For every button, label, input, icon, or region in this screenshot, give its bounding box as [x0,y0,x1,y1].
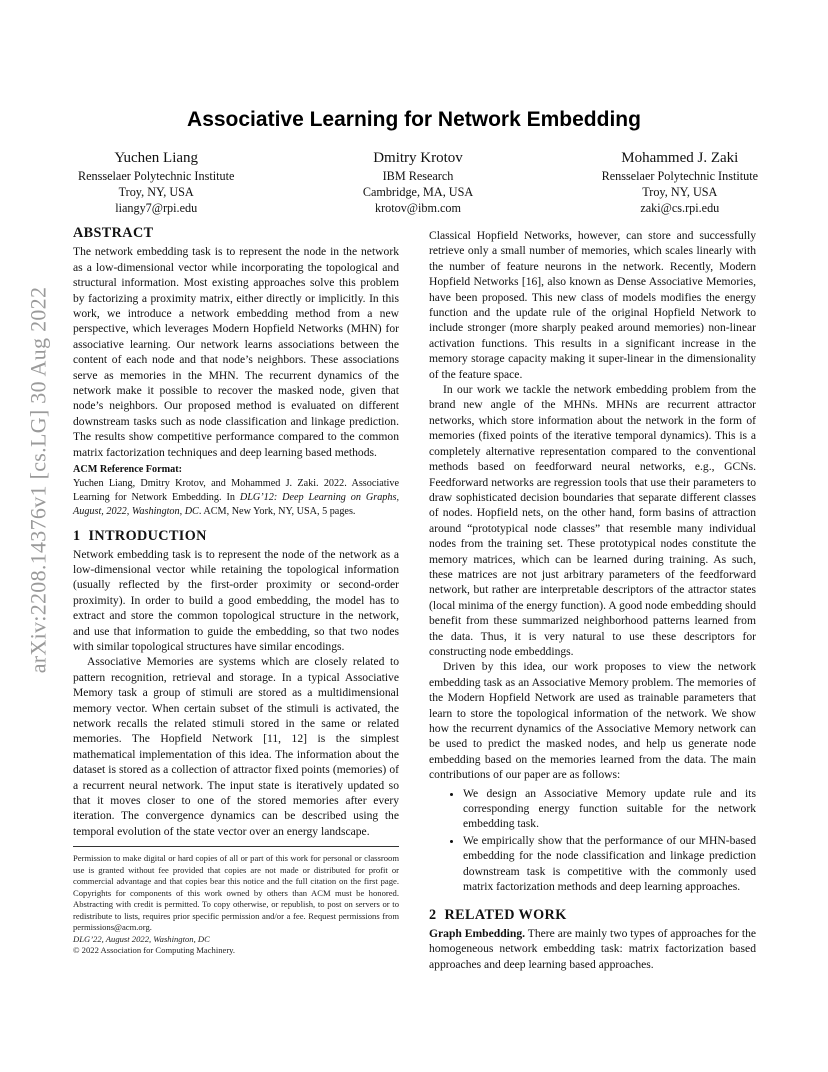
acm-reference-venue: DLG’12: Deep Learning on Graphs, August, 2022, Washington, DC [73,492,400,518]
author-1 [78,148,234,216]
section-title: INTRODUCTION [88,528,207,545]
intro-paragraph: Driven by this idea, our work proposes to view the network embedding task as an Associative Memory problem. The memories of the Modern Hopfield Network are used as trainable parameters that learn to store the topological information of the network. We show how the recurrent dynamics of the Associative Memory network can be used to predict the masked nodes, and help us generate node embedding based on the memories learned from the data. The main contributions of our paper are as follows: [429,660,756,782]
runin-heading: Graph Embedding. [429,926,526,940]
related-work-paragraph [429,926,756,972]
abstract-heading: ABSTRACT [73,225,154,241]
contribution-item: • We design an Associative Memory update rule and its corresponding energy function suitable for the network embedding task. [463,786,756,832]
section-number: 1 [73,528,81,545]
section-number: 2 [429,907,437,924]
permission-notice: Permission to make digital or hard copies of all or part of this work for personal or classroom use is granted without fee provided that copies are not made or distributed for profit or commercial advantage and that copies bear this notice and the full citation on the first page. Copyrights for components of this work owned by others than ACM must be honored. Abstracting with credit is permitted. To copy otherwise, or republish, to post on servers or to redistribute to lists, requires prior specific permission and/or a fee. Request permissions from permissions@acm.org. [73,853,399,932]
section-title: RELATED WORK [444,907,567,924]
acm-reference-tail: . ACM, New York, NY, USA, 5 pages. [198,506,356,518]
venue-line: DLG’22, August 2022, Washington, DC [73,933,210,944]
author-location: Troy, NY, USA [642,185,718,199]
intro-paragraph: Associative Memories are systems which are closely related to pattern recognition, retrieval and storage. In a typical Associative Memory task a group of stimuli are stored as a multidimensional memory vector. When certain subset of the stimuli is activated, the network recalls the related stimuli stored in the same or related memories. The Hopfield Network [11, 12] is the simplest mathematical implementation of this idea. The information about the dataset is stored as a collection of attractor fixed points (memories) of a recurrent neural network. The input state is iteratively updated so that it moves closer to one of the stored memories after every iteration. The convergence dynamics can be described using the temporal evolution of the state vector over an energy landscape. [73,655,399,838]
arxiv-identifier-text: arXiv:2208.14376v1 [cs.LG] 30 Aug 2022 [25,286,50,674]
author-3 [602,148,758,216]
acm-reference-authors: Yuchen Liang, Dmitry Krotov, and Mohammed J. Zaki. 2022. Associative Learning for Network Embedding. In [73,478,399,504]
copyright-line: © 2022 Association for Computing Machinery. [73,945,236,955]
author-name: Mohammed J. Zaki [621,150,739,166]
author-email: zaki@cs.rpi.edu [640,201,720,215]
abstract-text: The network embedding task is to represent the node in the network as a low-dimensional vector while incorporating the topological and structural information. Most existing approaches solve this problem by factorizing a proximity matrix, either directly or implicitly. In this work, we introduce a network embedding method from a new perspective, which leverages Modern Hopfield Networks (MHN) for associative learning. Our network learns associations between the content of each node and that node’s neighbors. These associations serve as memories in the MHN. The recurrent dynamics of the network make it possible to recover the masked node, given that node’s neighbors. Our proposed method is evaluated on different downstream tasks such as node classification and linkage prediction. The results show competitive performance compared to the common matrix factorization techniques and deep learning based methods. [73,245,399,459]
related-work-text: There are mainly two types of approaches for the homogeneous network embedding task: matrix factorization based approaches and deep learning based approaches. [429,926,757,971]
intro-paragraph: In our work we tackle the network embedding problem from the brand new angle of the MHNs. MHNs are recurrent attractor networks, which store information about the network in the form of memories (fixed points of the iterative temporal dynamics). This is a completely alternative representation compared to the conventional methods based on feedforward neural networks, e.g., GCNs. Feedforward networks are regression tools that use their parameters to draw sophisticated decision boundaries that separate different classes of nodes. Hopfield nets, on the other hand, form basins of attraction around “prototypical node classes” that resemble many individual nodes from the training set. These prototypical nodes constitute the memory matrices, which can be learned during training. As such, these matrices are not just arbitrary parameters of the feedforward network, but rather are interpretable descriptors of the attractor states (local minima of the energy function). A good node embedding should benefit from these summarized neighborhood patterns learned from the data. Thus, it is very natural to use these descriptors for constructing node embeddings. [429,383,756,658]
arxiv-identifier [14,270,62,690]
acm-reference-heading: ACM Reference Format: [73,464,182,476]
section-heading-introduction [73,529,399,544]
author-email: liangy7@rpi.edu [115,201,198,215]
author-affiliation: Rensselaer Polytechnic Institute [601,169,758,183]
author-block [78,148,758,216]
author-location: Cambridge, MA, USA [362,185,474,199]
intro-paragraph: Network embedding task is to represent the node of the network as a low-dimensional vector while retaining the topological information (usually reflected by the first-order proximity or second-order proximity). In order to build a good embedding, the model has to extract and store the common topological structure in the network, and use that information to guide the embedding, so that two nodes with similar topological structures have similar encodings. [73,547,399,653]
author-email: krotov@ibm.com [374,201,462,215]
author-location: Troy, NY, USA [118,185,194,199]
author-affiliation: IBM Research [382,169,454,183]
intro-paragraph: Classical Hopfield Networks, however, can store and successfully retrieve only a small number of memories, which scales linearly with the number of feature neurons in the network. Recently, Modern Hopfield Networks [16], also known as Dense Associative Memories, have been proposed. This new class of models modifies the energy function and the update rule of the original Hopfield Network to include stronger (more sharply peaked around memories) non-linear activation functions. This results in a significant increase in the memory storage capacity making it super-linear in the dimensionality of the feature space. [429,229,756,381]
left-column [73,226,399,839]
paper-title: Associative Learning for Network Embedding [187,108,641,131]
contributions-list [429,786,756,895]
copyright-footnote [73,846,399,957]
author-affiliation: Rensselaer Polytechnic Institute [78,169,235,183]
author-2 [363,148,473,216]
author-name: Yuchen Liang [114,150,199,166]
section-heading-related-work [429,908,756,923]
acm-reference-body [73,477,399,519]
right-column [429,228,756,972]
contribution-item: • We empirically show that the performance of our MHN-based embedding for the node classification and linkage prediction downstream task is competitive with the commonly used matrix factorization methods and deep learning approaches. [463,833,756,895]
author-name: Dmitry Krotov [373,150,463,166]
